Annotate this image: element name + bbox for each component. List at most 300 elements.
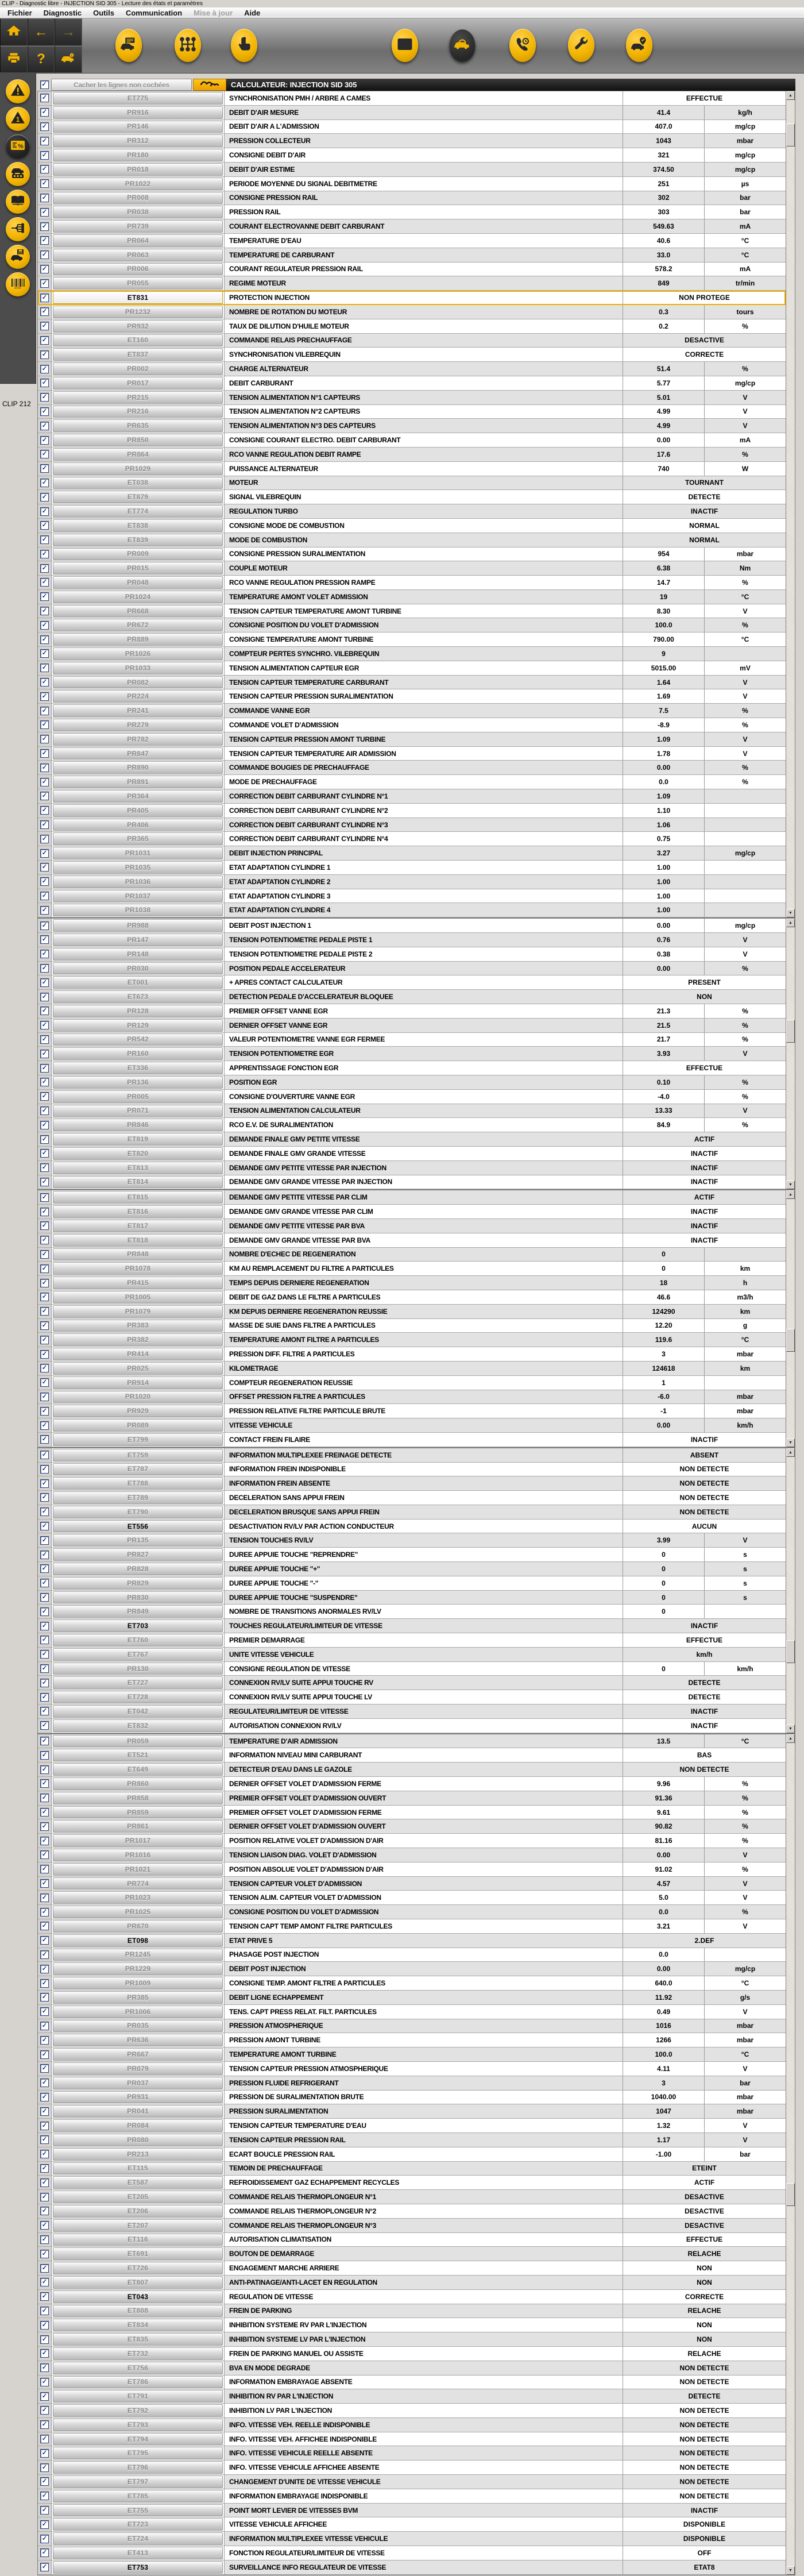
row-checkbox[interactable]: ✓ <box>38 875 52 889</box>
row-checkbox[interactable]: ✓ <box>38 1520 52 1533</box>
states-parameters-button[interactable] <box>6 134 30 159</box>
parameter-code-button[interactable]: PR890 <box>52 761 224 774</box>
car-save-button[interactable] <box>6 245 30 269</box>
row-checkbox[interactable]: ✓ <box>38 1390 52 1404</box>
row-checkbox[interactable]: ✓ <box>38 1219 52 1233</box>
parameter-code-button[interactable]: PR828 <box>52 1562 224 1576</box>
parameter-code-button[interactable]: PR847 <box>52 747 224 761</box>
row-checkbox[interactable]: ✓ <box>38 462 52 476</box>
row-checkbox[interactable]: ✓ <box>38 1362 52 1375</box>
gear-shifter-button[interactable] <box>175 29 201 62</box>
row-checkbox[interactable]: ✓ <box>38 1662 52 1676</box>
row-checkbox[interactable]: ✓ <box>38 1190 52 1204</box>
parameter-code-button[interactable]: ET673 <box>52 990 224 1004</box>
row-checkbox[interactable]: ✓ <box>38 1262 52 1275</box>
parameter-code-button[interactable]: ET206 <box>52 2204 224 2218</box>
parameter-code-button[interactable]: PR1023 <box>52 1891 224 1904</box>
row-checkbox[interactable]: ✓ <box>38 1777 52 1791</box>
parameter-code-button[interactable]: PR636 <box>52 2033 224 2047</box>
row-checkbox[interactable]: ✓ <box>38 1791 52 1805</box>
row-checkbox[interactable]: ✓ <box>38 1418 52 1432</box>
row-checkbox[interactable]: ✓ <box>38 561 52 575</box>
parameter-code-button[interactable]: PR129 <box>52 1019 224 1032</box>
row-checkbox[interactable]: ✓ <box>38 2560 52 2574</box>
parameter-code-button[interactable]: PR084 <box>52 2119 224 2132</box>
parameter-code-button[interactable]: PR916 <box>52 106 224 119</box>
row-checkbox[interactable]: ✓ <box>38 789 52 803</box>
parameter-code-button[interactable]: PR063 <box>52 248 224 262</box>
parameter-code-button[interactable]: ET774 <box>52 504 224 518</box>
row-checkbox[interactable]: ✓ <box>38 661 52 675</box>
row-checkbox[interactable]: ✓ <box>38 376 52 390</box>
vertical-scrollbar[interactable] <box>786 919 795 1189</box>
parameter-code-button[interactable]: PR858 <box>52 1791 224 1805</box>
parameter-code-button[interactable]: PR224 <box>52 689 224 703</box>
row-checkbox[interactable]: ✓ <box>38 2389 52 2403</box>
parameter-code-button[interactable]: PR059 <box>52 1734 224 1748</box>
parameter-code-button[interactable]: ET160 <box>52 334 224 348</box>
parameter-code-button[interactable]: PR082 <box>52 676 224 689</box>
row-checkbox[interactable]: ✓ <box>38 1104 52 1118</box>
parameter-code-button[interactable]: ET819 <box>52 1132 224 1146</box>
wrench-button[interactable] <box>568 29 594 62</box>
row-checkbox[interactable]: ✓ <box>38 1161 52 1175</box>
row-checkbox[interactable]: ✓ <box>38 191 52 205</box>
parameter-code-button[interactable]: PR1024 <box>52 590 224 604</box>
car-dashboard-button[interactable] <box>6 162 30 186</box>
parameter-code-button[interactable]: PR1033 <box>52 661 224 675</box>
parameter-code-button[interactable]: PR035 <box>52 2019 224 2033</box>
parameter-code-button[interactable]: PR929 <box>52 1404 224 1418</box>
parameter-code-button[interactable]: PR1038 <box>52 903 224 917</box>
parameter-code-button[interactable]: PR1079 <box>52 1305 224 1318</box>
parameter-code-button[interactable]: PR037 <box>52 2076 224 2090</box>
parameter-code-button[interactable]: PR889 <box>52 633 224 646</box>
row-checkbox[interactable]: ✓ <box>38 248 52 262</box>
parameter-code-button[interactable]: PR1006 <box>52 2005 224 2019</box>
row-checkbox[interactable]: ✓ <box>38 2446 52 2460</box>
row-checkbox[interactable]: ✓ <box>38 2546 52 2560</box>
scroll-down-button[interactable]: ▼ <box>786 1439 795 1447</box>
parameter-code-button[interactable]: ET820 <box>52 1147 224 1160</box>
parameter-code-button[interactable]: PR1016 <box>52 1848 224 1862</box>
parameter-code-button[interactable]: ET205 <box>52 2190 224 2204</box>
row-checkbox[interactable]: ✓ <box>38 1862 52 1876</box>
parameter-code-button[interactable]: ET814 <box>52 1175 224 1189</box>
parameter-code-button[interactable]: PR030 <box>52 962 224 975</box>
parameter-code-button[interactable]: ET207 <box>52 2219 224 2232</box>
parameter-code-button[interactable]: ET799 <box>52 1433 224 1447</box>
row-checkbox[interactable]: ✓ <box>38 919 52 932</box>
parameter-code-button[interactable]: ET837 <box>52 348 224 361</box>
parameter-code-button[interactable]: PR1009 <box>52 1976 224 1990</box>
checklist-button[interactable] <box>392 29 418 62</box>
scroll-down-button[interactable]: ▼ <box>786 1725 795 1733</box>
parameter-code-button[interactable]: ET767 <box>52 1648 224 1661</box>
row-checkbox[interactable]: ✓ <box>38 846 52 860</box>
row-checkbox[interactable]: ✓ <box>38 2147 52 2161</box>
row-checkbox[interactable]: ✓ <box>38 2304 52 2318</box>
parameter-code-button[interactable]: PR1229 <box>52 1962 224 1976</box>
row-checkbox[interactable]: ✓ <box>38 547 52 561</box>
scroll-down-button[interactable]: ▼ <box>786 909 795 917</box>
row-checkbox[interactable]: ✓ <box>38 1591 52 1605</box>
row-checkbox[interactable]: ✓ <box>38 1290 52 1304</box>
parameter-code-button[interactable]: ET818 <box>52 1233 224 1247</box>
vertical-scrollbar[interactable] <box>786 91 795 917</box>
row-checkbox[interactable]: ✓ <box>38 2076 52 2090</box>
row-checkbox[interactable]: ✓ <box>38 947 52 961</box>
scroll-up-button[interactable]: ▲ <box>786 91 795 100</box>
row-checkbox[interactable]: ✓ <box>38 1491 52 1505</box>
warning-triangle-1-button[interactable] <box>6 107 30 131</box>
row-checkbox[interactable]: ✓ <box>38 2119 52 2132</box>
parameter-code-button[interactable]: ET793 <box>52 2418 224 2432</box>
parameter-code-button[interactable]: PR849 <box>52 1605 224 1618</box>
car-info-button[interactable] <box>55 46 82 74</box>
parameter-code-button[interactable]: ET795 <box>52 2446 224 2460</box>
parameter-code-button[interactable]: PR1035 <box>52 861 224 874</box>
row-checkbox[interactable]: ✓ <box>38 1533 52 1547</box>
row-checkbox[interactable]: ✓ <box>38 305 52 319</box>
hide-unchecked-checkbox[interactable]: ✓ <box>37 79 51 91</box>
row-checkbox[interactable]: ✓ <box>38 1819 52 1833</box>
row-checkbox[interactable]: ✓ <box>38 106 52 119</box>
row-checkbox[interactable]: ✓ <box>38 1319 52 1333</box>
parameter-code-button[interactable]: PR079 <box>52 2062 224 2076</box>
row-checkbox[interactable]: ✓ <box>38 2290 52 2304</box>
row-checkbox[interactable]: ✓ <box>38 2190 52 2204</box>
row-checkbox[interactable]: ✓ <box>38 633 52 646</box>
row-checkbox[interactable]: ✓ <box>38 334 52 348</box>
parameter-code-button[interactable]: ET724 <box>52 2532 224 2546</box>
row-checkbox[interactable]: ✓ <box>38 576 52 589</box>
row-checkbox[interactable]: ✓ <box>38 962 52 975</box>
parameter-code-button[interactable]: ET839 <box>52 533 224 547</box>
parameter-code-button[interactable]: PR827 <box>52 1548 224 1561</box>
parameter-code-button[interactable]: PR931 <box>52 2091 224 2104</box>
row-checkbox[interactable]: ✓ <box>38 1075 52 1089</box>
row-checkbox[interactable]: ✓ <box>38 1448 52 1462</box>
row-checkbox[interactable]: ✓ <box>38 1905 52 1919</box>
row-checkbox[interactable]: ✓ <box>38 1877 52 1891</box>
parameter-code-button[interactable]: ET703 <box>52 1619 224 1633</box>
row-checkbox[interactable]: ✓ <box>38 2019 52 2033</box>
parameter-code-button[interactable]: ET521 <box>52 1748 224 1762</box>
row-checkbox[interactable]: ✓ <box>38 1433 52 1447</box>
scroll-down-button[interactable]: ▼ <box>786 1181 795 1189</box>
row-checkbox[interactable]: ✓ <box>38 2376 52 2389</box>
scroll-up-button[interactable]: ▲ <box>786 1448 795 1457</box>
parameter-code-button[interactable]: PR1078 <box>52 1262 224 1275</box>
parameter-code-button[interactable]: PR015 <box>52 561 224 575</box>
parameter-code-button[interactable]: ET879 <box>52 490 224 504</box>
row-checkbox[interactable]: ✓ <box>38 533 52 547</box>
scroll-up-button[interactable]: ▲ <box>786 919 795 927</box>
parameter-code-button[interactable]: PR089 <box>52 1418 224 1432</box>
parameter-code-button[interactable]: PR064 <box>52 234 224 248</box>
row-checkbox[interactable]: ✓ <box>38 2047 52 2061</box>
row-checkbox[interactable]: ✓ <box>38 291 52 304</box>
row-checkbox[interactable]: ✓ <box>38 134 52 148</box>
row-checkbox[interactable]: ✓ <box>38 2104 52 2118</box>
row-checkbox[interactable]: ✓ <box>38 1991 52 2004</box>
help-button[interactable] <box>28 46 55 74</box>
row-checkbox[interactable]: ✓ <box>38 2404 52 2417</box>
row-checkbox[interactable]: ✓ <box>38 1633 52 1647</box>
row-checkbox[interactable]: ✓ <box>38 1562 52 1576</box>
parameter-code-button[interactable]: PR365 <box>52 832 224 846</box>
row-checkbox[interactable]: ✓ <box>38 889 52 903</box>
row-checkbox[interactable]: ✓ <box>38 747 52 761</box>
scrollbar-thumb[interactable] <box>786 124 795 146</box>
parameter-code-button[interactable]: PR850 <box>52 433 224 447</box>
row-checkbox[interactable]: ✓ <box>38 1132 52 1146</box>
row-checkbox[interactable]: ✓ <box>38 804 52 817</box>
phone-button[interactable] <box>509 29 536 62</box>
row-checkbox[interactable]: ✓ <box>38 2005 52 2019</box>
hand-pointer-button[interactable] <box>231 29 257 62</box>
row-checkbox[interactable]: ✓ <box>38 2517 52 2531</box>
parameter-code-button[interactable]: ET775 <box>52 91 224 105</box>
parameter-code-button[interactable]: PR861 <box>52 1819 224 1833</box>
parameter-code-button[interactable]: ET723 <box>52 2517 224 2531</box>
row-checkbox[interactable]: ✓ <box>38 476 52 490</box>
parameter-code-button[interactable]: ET791 <box>52 2389 224 2403</box>
parameter-code-button[interactable]: ET787 <box>52 1463 224 1476</box>
row-checkbox[interactable]: ✓ <box>38 2418 52 2432</box>
parameter-code-button[interactable]: PR405 <box>52 804 224 817</box>
parameter-code-button[interactable]: ET817 <box>52 1219 224 1233</box>
parameter-code-button[interactable]: PR846 <box>52 1118 224 1132</box>
parameter-code-button[interactable]: PR279 <box>52 718 224 732</box>
parameter-code-button[interactable]: ET115 <box>52 2162 224 2176</box>
parameter-code-button[interactable]: PR383 <box>52 1319 224 1333</box>
parameter-code-button[interactable]: PR859 <box>52 1806 224 1819</box>
row-checkbox[interactable]: ✓ <box>38 1233 52 1247</box>
parameter-code-button[interactable]: PR148 <box>52 947 224 961</box>
car-magnifier-button[interactable] <box>449 29 476 62</box>
parameter-code-button[interactable]: PR006 <box>52 263 224 276</box>
parameter-code-button[interactable]: ET755 <box>52 2504 224 2517</box>
row-checkbox[interactable]: ✓ <box>38 2033 52 2047</box>
row-checkbox[interactable]: ✓ <box>38 419 52 433</box>
parameter-code-button[interactable]: PR216 <box>52 405 224 419</box>
row-checkbox[interactable]: ✓ <box>38 2261 52 2275</box>
parameter-code-button[interactable]: PR1020 <box>52 1390 224 1404</box>
row-checkbox[interactable]: ✓ <box>38 1476 52 1490</box>
scroll-up-button[interactable]: ▲ <box>786 1190 795 1199</box>
row-checkbox[interactable]: ✓ <box>38 1719 52 1733</box>
parameter-code-button[interactable]: PR385 <box>52 1991 224 2004</box>
parameter-code-button[interactable]: ET760 <box>52 1633 224 1647</box>
scrollbar-thumb[interactable] <box>786 2183 795 2206</box>
parameter-code-button[interactable]: ET835 <box>52 2332 224 2346</box>
row-checkbox[interactable]: ✓ <box>38 1347 52 1361</box>
parameter-code-button[interactable]: PR406 <box>52 818 224 832</box>
row-checkbox[interactable]: ✓ <box>38 433 52 447</box>
home-button[interactable] <box>0 18 28 46</box>
row-checkbox[interactable]: ✓ <box>38 2162 52 2176</box>
parameter-code-button[interactable]: PR415 <box>52 1276 224 1290</box>
parameter-code-button[interactable]: PR830 <box>52 1591 224 1605</box>
row-checkbox[interactable]: ✓ <box>38 1734 52 1748</box>
row-checkbox[interactable]: ✓ <box>38 2133 52 2147</box>
parameter-code-button[interactable]: PR213 <box>52 2147 224 2161</box>
row-checkbox[interactable]: ✓ <box>38 490 52 504</box>
parameter-code-button[interactable]: PR1036 <box>52 875 224 889</box>
parameter-code-button[interactable]: PR1005 <box>52 1290 224 1304</box>
parameter-code-button[interactable]: PR739 <box>52 219 224 233</box>
parameter-code-button[interactable]: ET728 <box>52 1690 224 1704</box>
parameter-code-button[interactable]: PR891 <box>52 775 224 789</box>
row-checkbox[interactable]: ✓ <box>38 1047 52 1061</box>
parameter-code-button[interactable]: PR414 <box>52 1347 224 1361</box>
parameter-code-button[interactable]: ET789 <box>52 1491 224 1505</box>
row-checkbox[interactable]: ✓ <box>38 91 52 105</box>
parameter-code-button[interactable]: PR135 <box>52 1533 224 1547</box>
parameter-code-button[interactable]: ET042 <box>52 1705 224 1718</box>
parameter-code-button[interactable]: ET116 <box>52 2233 224 2247</box>
parameter-code-button[interactable]: PR667 <box>52 2047 224 2061</box>
row-checkbox[interactable]: ✓ <box>38 1090 52 1104</box>
parameter-code-button[interactable]: PR048 <box>52 576 224 589</box>
parameter-code-button[interactable]: ET807 <box>52 2276 224 2289</box>
arrow-left-button[interactable] <box>28 18 55 46</box>
printer-button[interactable] <box>0 46 28 74</box>
row-checkbox[interactable]: ✓ <box>38 1676 52 1690</box>
row-checkbox[interactable]: ✓ <box>38 933 52 947</box>
row-checkbox[interactable]: ✓ <box>38 362 52 376</box>
row-checkbox[interactable]: ✓ <box>38 120 52 134</box>
parameter-code-button[interactable]: PR542 <box>52 1033 224 1047</box>
parameter-code-button[interactable]: ET649 <box>52 1763 224 1776</box>
row-checkbox[interactable]: ✓ <box>38 689 52 703</box>
parameter-code-button[interactable]: PR635 <box>52 419 224 433</box>
parameter-code-button[interactable]: PR1232 <box>52 305 224 319</box>
hide-unchecked-button[interactable]: Cacher les lignes non cochées <box>51 79 192 91</box>
row-checkbox[interactable]: ✓ <box>38 2247 52 2261</box>
row-checkbox[interactable]: ✓ <box>38 604 52 618</box>
scroll-up-button[interactable]: ▲ <box>786 1734 795 1743</box>
row-checkbox[interactable]: ✓ <box>38 448 52 461</box>
parameter-code-button[interactable]: PR988 <box>52 919 224 932</box>
row-checkbox[interactable]: ✓ <box>38 732 52 746</box>
parameter-code-button[interactable]: PR136 <box>52 1075 224 1089</box>
row-checkbox[interactable]: ✓ <box>38 1934 52 1948</box>
parameter-code-button[interactable]: PR041 <box>52 2104 224 2118</box>
row-checkbox[interactable]: ✓ <box>38 2475 52 2489</box>
parameter-code-button[interactable]: PR147 <box>52 933 224 947</box>
row-checkbox[interactable]: ✓ <box>38 1576 52 1590</box>
row-checkbox[interactable]: ✓ <box>38 2233 52 2247</box>
parameter-code-button[interactable]: PR364 <box>52 789 224 803</box>
row-checkbox[interactable]: ✓ <box>38 1848 52 1862</box>
parameter-code-button[interactable]: ET797 <box>52 2475 224 2489</box>
row-checkbox[interactable]: ✓ <box>38 1175 52 1189</box>
barcode-button[interactable] <box>6 272 30 296</box>
row-checkbox[interactable]: ✓ <box>38 2461 52 2474</box>
parameter-code-button[interactable]: ET413 <box>52 2546 224 2560</box>
row-checkbox[interactable]: ✓ <box>38 1748 52 1762</box>
parameter-code-button[interactable]: ET098 <box>52 1934 224 1948</box>
row-checkbox[interactable]: ✓ <box>38 1648 52 1661</box>
row-checkbox[interactable]: ✓ <box>38 263 52 276</box>
parameter-code-button[interactable]: PR071 <box>52 1104 224 1118</box>
row-checkbox[interactable]: ✓ <box>38 1376 52 1390</box>
row-checkbox[interactable]: ✓ <box>38 1147 52 1160</box>
parameter-code-button[interactable]: ET336 <box>52 1061 224 1075</box>
scroll-down-button[interactable]: ▼ <box>786 2566 795 2575</box>
row-checkbox[interactable]: ✓ <box>38 2504 52 2517</box>
parameter-code-button[interactable]: ET832 <box>52 1719 224 1733</box>
row-checkbox[interactable]: ✓ <box>38 2489 52 2503</box>
row-checkbox[interactable]: ✓ <box>38 405 52 419</box>
row-checkbox[interactable]: ✓ <box>38 2176 52 2189</box>
row-checkbox[interactable]: ✓ <box>38 2091 52 2104</box>
row-checkbox[interactable]: ✓ <box>38 2332 52 2346</box>
row-checkbox[interactable]: ✓ <box>38 1404 52 1418</box>
row-checkbox[interactable]: ✓ <box>38 2318 52 2332</box>
row-checkbox[interactable]: ✓ <box>38 234 52 248</box>
parameter-code-button[interactable]: PR146 <box>52 120 224 134</box>
menu-outils[interactable]: Outils <box>93 8 114 17</box>
row-checkbox[interactable]: ✓ <box>38 319 52 333</box>
parameter-code-button[interactable]: ET794 <box>52 2432 224 2446</box>
warning-triangle-button[interactable] <box>6 79 30 103</box>
row-checkbox[interactable]: ✓ <box>38 1033 52 1047</box>
row-checkbox[interactable]: ✓ <box>38 1705 52 1718</box>
parameter-code-button[interactable]: PR009 <box>52 547 224 561</box>
row-checkbox[interactable]: ✓ <box>38 618 52 632</box>
row-checkbox[interactable]: ✓ <box>38 1891 52 1904</box>
parameter-code-button[interactable]: PR180 <box>52 148 224 162</box>
row-checkbox[interactable]: ✓ <box>38 1976 52 1990</box>
parameter-code-button[interactable]: PR1017 <box>52 1834 224 1848</box>
row-checkbox[interactable]: ✓ <box>38 1806 52 1819</box>
parameter-code-button[interactable]: PR774 <box>52 1877 224 1891</box>
row-checkbox[interactable]: ✓ <box>38 861 52 874</box>
parameter-code-button[interactable]: PR848 <box>52 1248 224 1262</box>
parameter-code-button[interactable]: PR215 <box>52 391 224 404</box>
row-checkbox[interactable]: ✓ <box>38 2532 52 2546</box>
parameter-code-button[interactable]: ET790 <box>52 1505 224 1519</box>
parameter-code-button[interactable]: PR1021 <box>52 1862 224 1876</box>
parameter-code-button[interactable]: PR038 <box>52 205 224 219</box>
parameter-code-button[interactable]: ET816 <box>52 1205 224 1218</box>
row-checkbox[interactable]: ✓ <box>38 818 52 832</box>
parameter-code-button[interactable]: PR1025 <box>52 1905 224 1919</box>
row-checkbox[interactable]: ✓ <box>38 1763 52 1776</box>
parameter-code-button[interactable]: PR312 <box>52 134 224 148</box>
scrollbar-thumb[interactable] <box>786 1020 795 1043</box>
parameter-code-button[interactable]: ET792 <box>52 2404 224 2417</box>
row-checkbox[interactable]: ✓ <box>38 2276 52 2289</box>
parameter-code-button[interactable]: PR670 <box>52 1919 224 1933</box>
row-checkbox[interactable]: ✓ <box>38 975 52 989</box>
parameter-code-button[interactable]: PR080 <box>52 2133 224 2147</box>
row-checkbox[interactable]: ✓ <box>38 1834 52 1848</box>
row-checkbox[interactable]: ✓ <box>38 2204 52 2218</box>
row-checkbox[interactable]: ✓ <box>38 676 52 689</box>
graph-plot-button[interactable] <box>193 79 226 91</box>
parameter-code-button[interactable]: ET038 <box>52 476 224 490</box>
row-checkbox[interactable]: ✓ <box>38 1919 52 1933</box>
parameter-code-button[interactable]: ET834 <box>52 2318 224 2332</box>
row-checkbox[interactable]: ✓ <box>38 704 52 718</box>
row-checkbox[interactable]: ✓ <box>38 1962 52 1976</box>
parameter-code-button[interactable]: PR1026 <box>52 647 224 661</box>
